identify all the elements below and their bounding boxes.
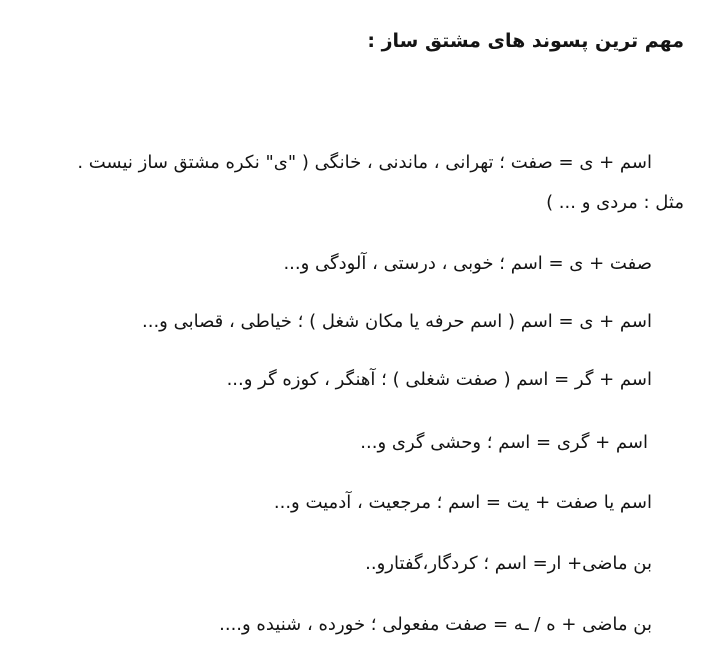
text-line: مثل : مردی و ... ) bbox=[546, 192, 684, 213]
text-line: اسم + ی = اسم ( اسم حرفه یا مکان شغل ) ؛ خیاطی ، قصابی و... bbox=[142, 311, 652, 332]
page-title: مهم ترین پسوند های مشتق ساز : bbox=[367, 30, 684, 52]
text-line: اسم یا صفت + یت = اسم ؛ مرجعیت ، آدمیت و... bbox=[273, 492, 652, 513]
text-line: اسم + ی = صفت ؛ تهرانی ، ماندنی ، خانگی ( "ی" نکره مشتق ساز نیست . bbox=[77, 152, 652, 173]
text-line: صفت + ی = اسم ؛ خوبی ، درستی ، آلودگی و... bbox=[283, 253, 652, 274]
text-line: اسم + گر = اسم ( صفت شغلی ) ؛ آهنگر ، کوزه گر و... bbox=[226, 369, 652, 390]
text-line: اسم + گری = اسم ؛ وحشی گری و... bbox=[360, 432, 648, 453]
text-line: بن ماضی + ه / ـه = صفت مفعولی ؛ خورده ، شنیده و.... bbox=[219, 614, 652, 635]
text-line: بن ماضی+ ار= اسم ؛ کردگار،گفتارو.. bbox=[365, 553, 652, 574]
